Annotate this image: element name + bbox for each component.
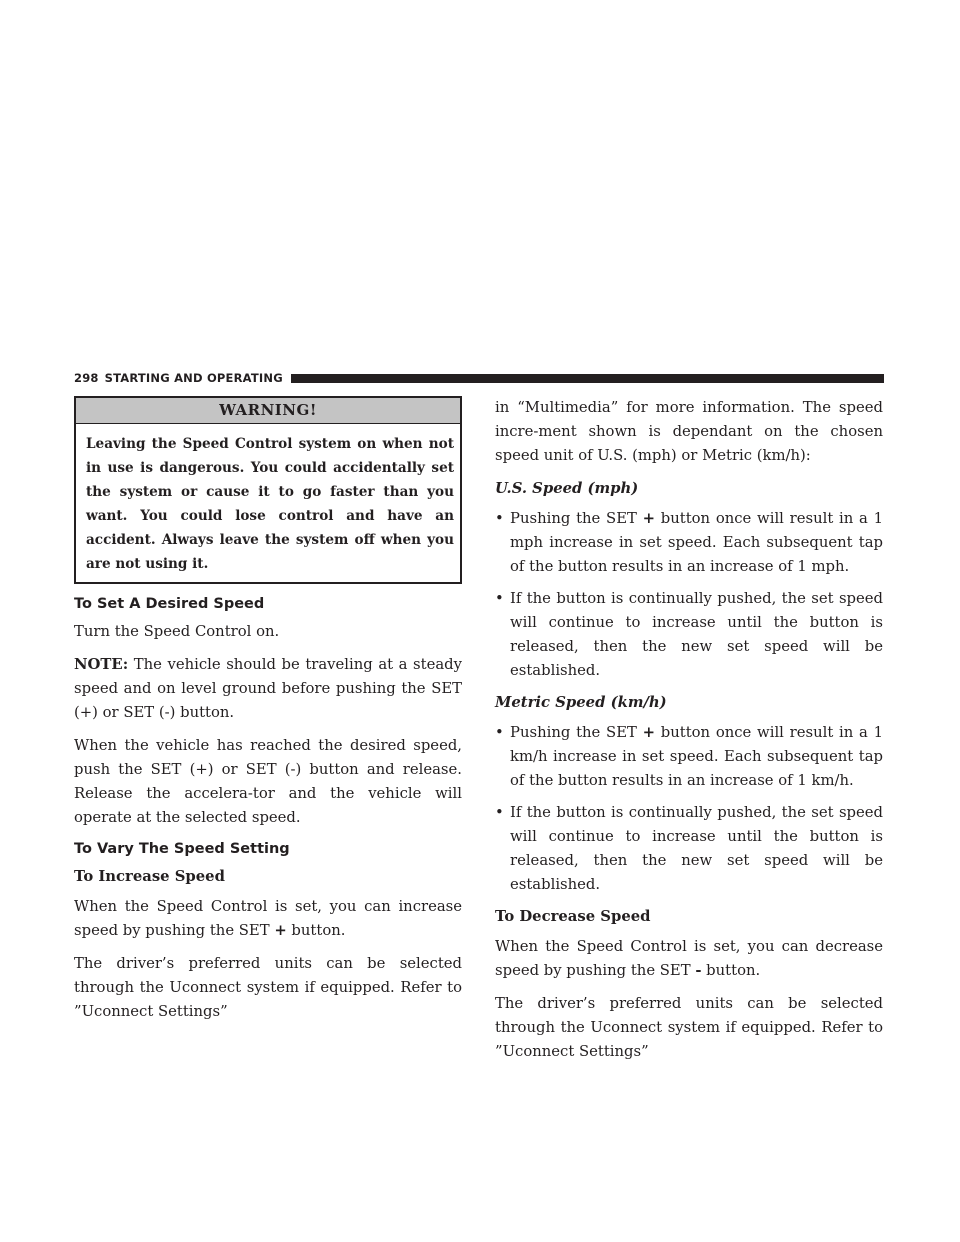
increase-text-b: button.: [286, 922, 346, 939]
header-rule: [291, 374, 884, 383]
list-item-text: Pushing the SET: [510, 510, 643, 527]
paragraph-units-decrease: The driver’s preferred units can be selected through the Uconnect system if equipped. Refer to ”Uconnect Settings”: [495, 995, 883, 1060]
plus-symbol: +: [642, 724, 656, 741]
list-item: [495, 801, 883, 897]
bullet-icon: •: [495, 724, 504, 741]
plus-symbol: +: [274, 922, 287, 939]
subheading-us-speed: U.S. Speed (mph): [495, 480, 639, 497]
list-item-text: button once will result in a 1 km/h increase in set speed. Each subsequent tap of the button results in an increase of 1 km/h.: [510, 724, 883, 789]
list-item-text: button once will result in a 1 mph increase in set speed. Each subsequent tap of the button results in an increase of 1 mph.: [510, 510, 883, 575]
left-column: [74, 396, 462, 1033]
decrease-text-b: button.: [701, 962, 761, 979]
note-paragraph: [74, 653, 462, 725]
page-header: [74, 369, 884, 387]
subheading-metric-speed: Metric Speed (km/h): [495, 694, 667, 711]
paragraph-units-right: in “Multimedia” for more information. The speed incre-ment shown is dependant on the chosen speed unit of U.S. (mph) or Metric (km/h):: [495, 399, 883, 464]
list-item: [495, 587, 883, 683]
section-title: STARTING AND OPERATING: [104, 371, 283, 385]
paragraph-turn-on: Turn the Speed Control on.: [74, 623, 280, 640]
decrease-text-a: When the Speed Control is set, you can decrease speed by pushing the SET: [495, 938, 883, 979]
page-number: 298: [74, 371, 99, 385]
heading-vary-speed: To Vary The Speed Setting: [74, 841, 290, 857]
note-text: The vehicle should be traveling at a steady speed and on level ground before pushing the SET (+) or SET (-) button.: [74, 656, 462, 721]
minus-symbol: -: [695, 962, 702, 979]
list-item-text: If the button is continually pushed, the set speed will continue to increase until the button is released, then the new set speed will be established.: [510, 804, 883, 893]
us-speed-list: [495, 507, 883, 683]
plus-symbol: +: [642, 510, 656, 527]
warning-title: WARNING!: [76, 398, 460, 424]
bullet-icon: •: [495, 510, 504, 527]
paragraph-increase-speed: [74, 895, 462, 943]
subheading-decrease-speed: To Decrease Speed: [495, 908, 651, 925]
paragraph-reached-speed: When the vehicle has reached the desired speed, push the SET (+) or SET (-) button and release. Release the accelera-tor and the vehicle will operate at the selected speed.: [74, 737, 462, 826]
increase-text-a: When the Speed Control is set, you can increase speed by pushing the SET: [74, 898, 462, 939]
list-item: [495, 507, 883, 579]
note-label: NOTE:: [74, 656, 129, 673]
heading-set-desired-speed: To Set A Desired Speed: [74, 596, 265, 612]
right-column: [495, 396, 883, 1073]
bullet-icon: •: [495, 804, 504, 821]
paragraph-decrease-speed: [495, 935, 883, 983]
paragraph-units-left: The driver’s preferred units can be selected through the Uconnect system if equipped. Refer to ”Uconnect Settings”: [74, 955, 462, 1020]
metric-speed-list: [495, 721, 883, 897]
list-item-text: Pushing the SET: [510, 724, 643, 741]
list-item-text: If the button is continually pushed, the set speed will continue to increase until the button is released, then the new set speed will be established.: [510, 590, 883, 679]
list-item: [495, 721, 883, 793]
subheading-increase-speed: To Increase Speed: [74, 868, 225, 885]
bullet-icon: •: [495, 590, 504, 607]
warning-box: [74, 396, 462, 584]
warning-text: Leaving the Speed Control system on when not in use is dangerous. You could accidentally set the system or cause it to go faster than you want. You could lose control and have an accident. Always leave the system off when you are not using it.: [86, 436, 454, 572]
